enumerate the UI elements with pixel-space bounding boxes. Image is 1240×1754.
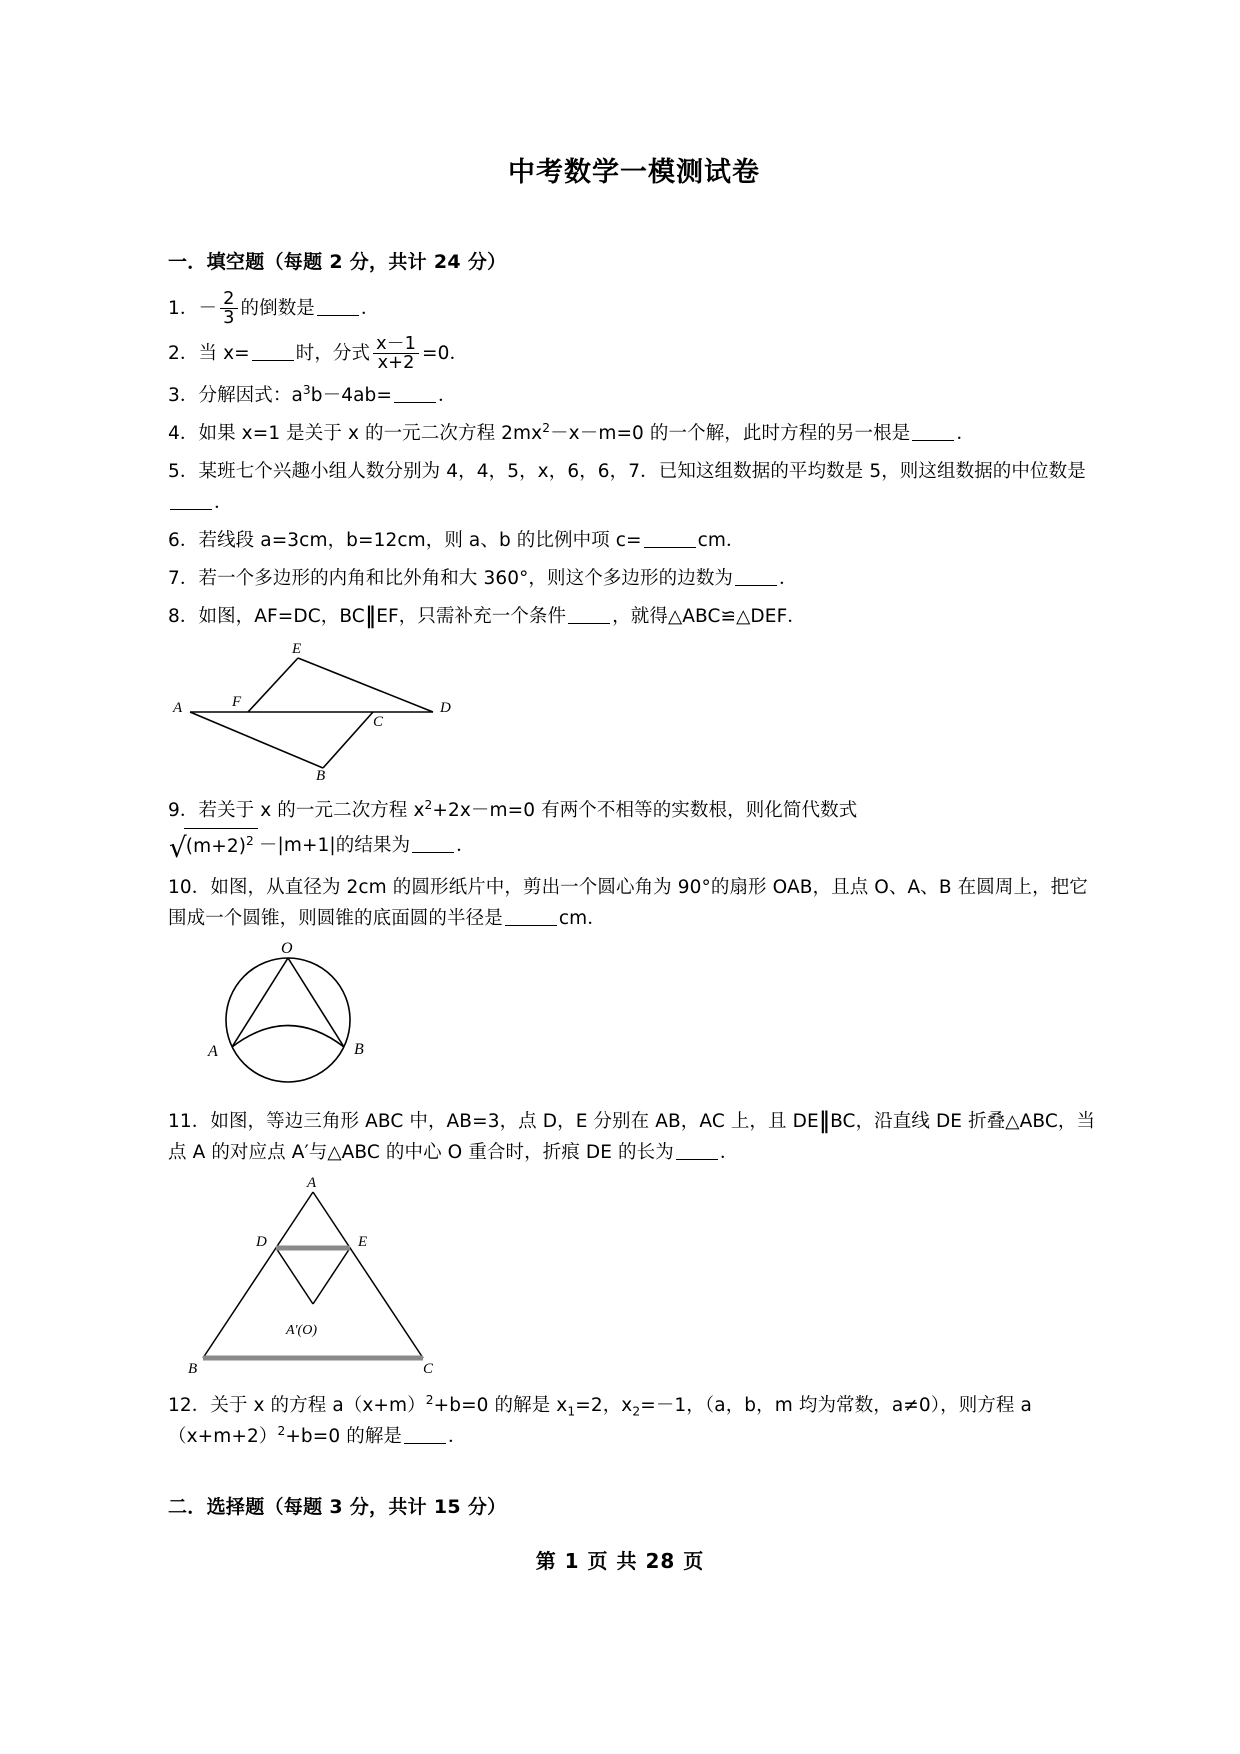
q12-text-d: =－1，（a，b，m 均为常数，a≠0），则方程 a（x+m+2） — [168, 1394, 1032, 1447]
q11-label-A: A — [307, 1175, 317, 1191]
q5-number: 5． — [168, 460, 199, 482]
q8-text-c: ，就得△ABC≌△DEF． — [612, 605, 806, 627]
q9-radicand — [184, 828, 258, 864]
q10-number: 10． — [168, 876, 211, 898]
q10-label-B: B — [354, 1040, 364, 1058]
q6-answer-blank — [644, 531, 696, 548]
q12-exponent-a: 2 — [425, 1392, 434, 1407]
q4-number: 4． — [168, 422, 199, 444]
q1-answer-blank — [317, 299, 359, 316]
q2-fraction — [373, 335, 419, 373]
q1-tail: ． — [360, 298, 380, 320]
question-10 — [168, 872, 1100, 934]
q4-exponent: 2 — [542, 420, 551, 435]
q8-text-b: EF，只需补充一个条件 — [376, 605, 567, 627]
q8-label-F: F — [232, 693, 242, 710]
question-8 — [168, 601, 1100, 632]
page-footer: 第 1 页 共 28 页 — [535, 1549, 705, 1573]
q5-text: 某班七个兴趣小组人数分别为 4，4，5，x，6，6，7．已知这组数据的平均数是 5，则这组数据的中位数是 — [198, 460, 1086, 482]
question-4 — [168, 418, 1100, 449]
q1-denominator: 3 — [220, 308, 237, 327]
q12-answer-blank — [404, 1427, 446, 1444]
q11-number: 11． — [168, 1110, 211, 1132]
q1-number: 1． — [168, 298, 199, 320]
q8-number: 8． — [168, 605, 199, 627]
q11-text-b: BC，沿直线 DE 折叠△ABC，当点 A 的对应点 A′与△ABC 的中心 O 重合时，折痕 DE 的长为 — [168, 1110, 1096, 1163]
q12-text-e: +b=0 的解是 — [285, 1425, 403, 1447]
q12-subscript-1: 1 — [567, 1404, 576, 1419]
question-7 — [168, 563, 1100, 594]
question-5 — [168, 456, 1100, 518]
q6-tail: cm． — [697, 529, 745, 551]
question-3 — [168, 380, 1100, 411]
q5-answer-blank — [170, 493, 212, 510]
q6-text: 若线段 a=3cm，b=12cm，则 a、b 的比例中项 c= — [198, 529, 642, 551]
q10-arc-AB — [232, 1025, 344, 1047]
q12-text-a: 关于 x 的方程 a（x+m） — [210, 1394, 426, 1416]
q12-number: 12． — [168, 1394, 211, 1416]
section-heading-2: 二．选择题（每题 3 分，共计 15 分） — [168, 1495, 507, 1518]
q11-answer-blank — [676, 1143, 718, 1160]
q12-exponent-d: 2 — [277, 1423, 286, 1438]
q9-text-c: －|m+1|的结果为 — [258, 834, 411, 856]
q10-answer-blank — [505, 909, 557, 926]
q2-mid: 时，分式 — [295, 343, 371, 365]
q1-post: 的倒数是 — [240, 298, 315, 320]
radical-sign-icon: √ — [169, 830, 187, 864]
q11-label-B: B — [188, 1360, 198, 1376]
figure-question-11 — [168, 1176, 1100, 1376]
q9-text-a: 若关于 x 的一元二次方程 x — [198, 799, 425, 821]
q4-tail: ． — [956, 422, 975, 444]
q8-answer-blank — [568, 607, 610, 624]
q3-answer-blank — [394, 386, 436, 403]
parallel-symbol-icon-2: ∥ — [819, 1108, 830, 1135]
question-2 — [168, 335, 1100, 373]
q8-label-B: B — [316, 767, 326, 780]
q8-label-E: E — [292, 640, 302, 657]
q11-label-D: D — [256, 1233, 267, 1250]
q4-answer-blank — [912, 424, 954, 441]
q3-number: 3． — [168, 384, 199, 406]
question-12 — [168, 1390, 1100, 1452]
q11-label-E: E — [358, 1233, 368, 1250]
q2-number: 2． — [168, 343, 199, 365]
question-1 — [168, 290, 1100, 328]
q1-numerator: 2 — [223, 289, 235, 309]
q11-label-A-prime-O: A'(O) — [286, 1322, 317, 1338]
q9-radical — [169, 828, 258, 865]
q11-text-a: 如图，等边三角形 ABC 中，AB=3，点 D，E 分别在 AB，AC 上，且 DE — [210, 1110, 819, 1132]
q8-label-C: C — [373, 713, 384, 730]
q8-text-a: 如图，AF=DC，BC — [198, 605, 365, 627]
q12-subscript-2: 2 — [632, 1404, 641, 1419]
q10-circle — [226, 958, 350, 1082]
q6-number: 6． — [168, 529, 199, 551]
question-11 — [168, 1106, 1100, 1168]
question-6 — [168, 525, 1100, 556]
q3-text-b: b－4ab= — [310, 384, 392, 406]
q12-tail: ． — [448, 1425, 467, 1447]
q9-radicand-exponent: 2 — [246, 833, 254, 848]
q3-text-a: 分解因式：a — [198, 384, 303, 406]
q10-label-A: A — [208, 1042, 218, 1060]
q7-tail: ． — [779, 567, 798, 589]
q7-number: 7． — [168, 567, 199, 589]
q1-pre: － — [198, 298, 218, 320]
q10-tail: cm． — [558, 907, 606, 929]
q9-radicand-text: (m+2) — [185, 835, 247, 857]
q7-answer-blank — [735, 569, 777, 586]
q10-label-O: O — [281, 941, 293, 957]
q11-tail: ． — [719, 1141, 739, 1163]
page-title: 中考数学一模测试卷 — [508, 157, 760, 188]
q2-pre: 当 x= — [198, 343, 250, 365]
question-9 — [168, 794, 1100, 865]
q2-denominator: x+2 — [373, 353, 419, 372]
q4-text-b: －x－m=0 的一个解，此时方程的另一根是 — [550, 422, 911, 444]
section-heading-1: 一．填空题（每题 2 分，共计 24 分） — [168, 251, 507, 273]
q2-answer-blank — [252, 344, 294, 361]
q11-label-C: C — [423, 1360, 434, 1376]
q12-text-b: +b=0 的解是 x — [433, 1394, 568, 1416]
q3-tail: ． — [438, 384, 457, 406]
q2-numerator: x－1 — [376, 333, 416, 354]
q8-label-A: A — [173, 699, 183, 716]
figure-question-10 — [168, 942, 1100, 1092]
q9-number: 9． — [168, 799, 199, 821]
q12-text-c: =2，x — [575, 1394, 633, 1416]
q10-text-a: 如图，从直径为 2cm 的圆形纸片中，剪出一个圆心角为 90°的扇形 OAB，且点 O、A、B 在圆周上，把它围成一个圆锥，则圆锥的底面圆的半径是 — [168, 876, 1088, 929]
q3-exponent: 3 — [302, 382, 311, 397]
q2-post: =0． — [421, 343, 469, 365]
parallel-symbol-icon: ∥ — [365, 603, 376, 630]
q7-text: 若一个多边形的内角和比外角和大 360°，则这个多边形的边数为 — [198, 567, 734, 589]
q5-tail: ． — [214, 491, 233, 513]
figure-question-8 — [168, 640, 1100, 780]
q9-tail: ． — [456, 834, 475, 856]
q4-text-a: 如果 x=1 是关于 x 的一元二次方程 2mx — [198, 422, 543, 444]
q9-exponent: 2 — [424, 797, 433, 812]
q8-label-D: D — [440, 699, 451, 716]
q1-fraction — [220, 290, 237, 328]
q9-answer-blank — [412, 836, 454, 853]
q9-text-b: +2x－m=0 有两个不相等的实数根，则化简代数式 — [432, 799, 858, 821]
